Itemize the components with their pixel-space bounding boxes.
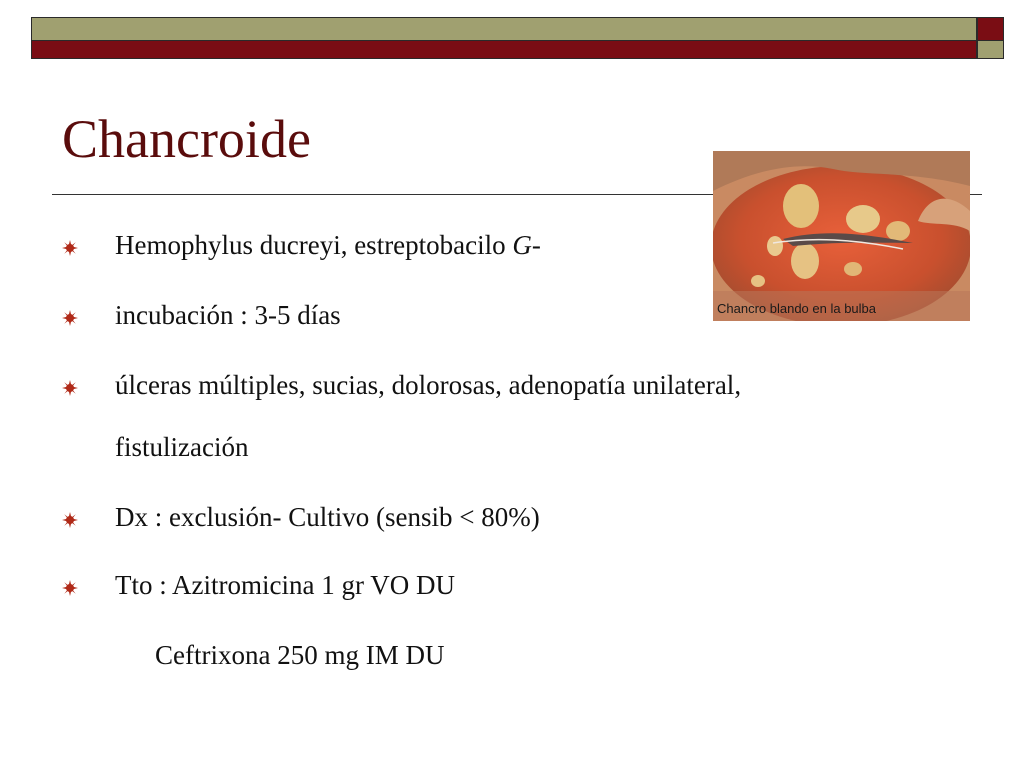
starburst-bullet-icon xyxy=(62,512,78,528)
bullet-continuation: fistulización xyxy=(115,432,249,462)
bullet-text-main: Hemophylus ducreyi, estreptobacilo xyxy=(115,230,513,260)
bullet-text: incubación : 3-5 días xyxy=(115,300,341,330)
header-bar-olive xyxy=(31,17,977,41)
clinical-photo-image xyxy=(713,151,970,321)
image-caption: Chancro blando en la bulba xyxy=(717,301,877,316)
slide-title: Chancroide xyxy=(62,109,311,169)
header-square-olive xyxy=(977,41,1004,59)
bullet-text: úlceras múltiples, sucias, dolorosas, adenopatía unilateral, xyxy=(115,370,742,400)
bullet-text-italic: G xyxy=(512,230,532,260)
header-bar-red xyxy=(31,41,977,59)
bullet-text-suffix: - xyxy=(531,230,541,260)
header-square-red xyxy=(977,17,1004,41)
bullet-text: Dx : exclusión- Cultivo (sensib < 80%) xyxy=(115,502,540,532)
starburst-bullet-icon xyxy=(62,310,78,326)
bullet-text: Tto : Azitromicina 1 gr VO DU xyxy=(115,570,455,600)
clinical-photo xyxy=(713,151,970,321)
bullet-text xyxy=(115,232,541,259)
starburst-bullet-icon xyxy=(62,380,78,396)
bullet-continuation: Ceftrixona 250 mg IM DU xyxy=(155,640,445,670)
starburst-bullet-icon xyxy=(62,240,78,256)
starburst-bullet-icon xyxy=(62,580,78,596)
